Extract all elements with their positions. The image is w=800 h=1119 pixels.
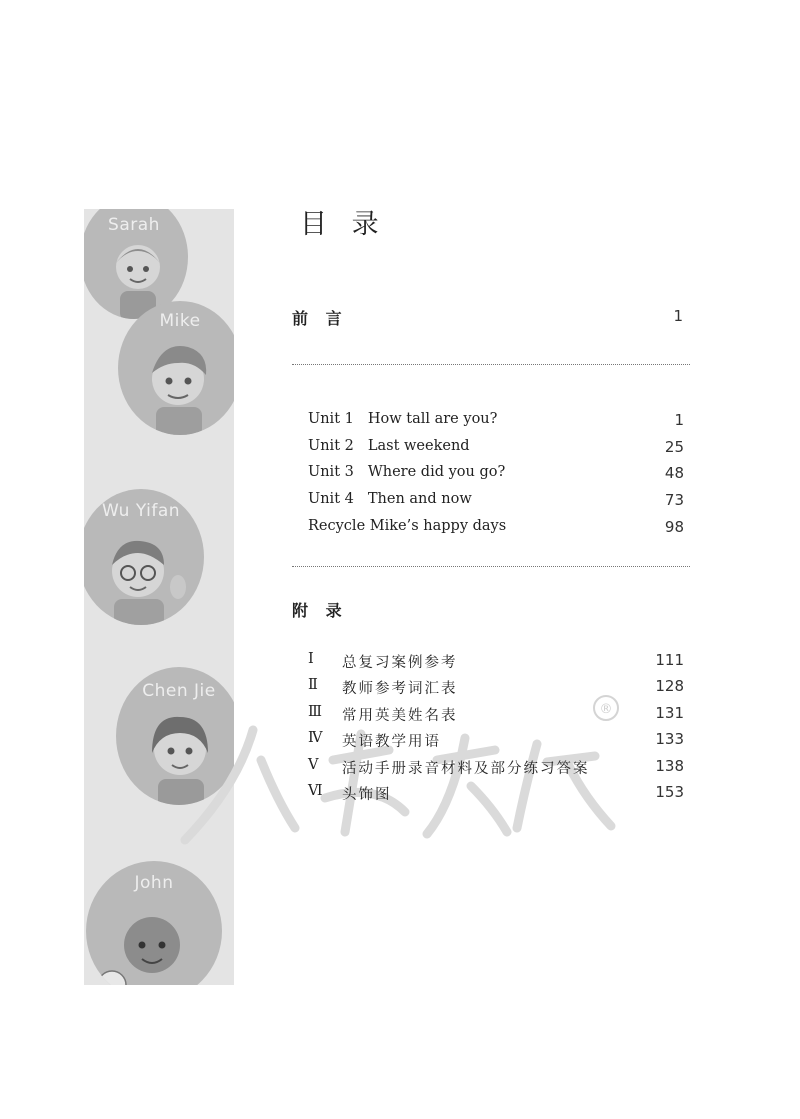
appendix-item-5[interactable] (308, 757, 684, 779)
character-name: Wu Yifan (101, 501, 181, 521)
appendix-title: 头饰图 (342, 787, 392, 803)
appendix-page: 153 (655, 783, 684, 801)
girl-illustration-icon (116, 667, 234, 805)
unit-title: How tall are you? (367, 411, 498, 427)
toc-unit-2[interactable] (308, 438, 684, 460)
appendix-numeral: Ⅲ (308, 704, 322, 720)
appendix-item-2[interactable] (308, 677, 684, 699)
appendix-title: 总复习案例参考 (342, 655, 458, 671)
page-title: 目 录 (300, 209, 387, 240)
toc-unit-3[interactable] (308, 464, 684, 486)
unit-page: 48 (664, 464, 684, 482)
boy-glasses-illustration-icon (84, 489, 204, 625)
dotted-divider (292, 566, 690, 567)
dotted-divider (292, 364, 690, 365)
appendix-page: 111 (655, 651, 684, 669)
unit-page: 1 (674, 411, 684, 429)
recycle-title: Recycle Mike’s happy days (308, 518, 507, 534)
appendix-numeral: Ⅴ (308, 757, 319, 773)
toc-unit-4[interactable] (308, 491, 684, 513)
appendix-numeral: Ⅱ (308, 677, 318, 693)
character-name: Mike (159, 311, 201, 331)
unit-label: Unit 2 (308, 438, 354, 454)
unit-title: Last weekend (367, 438, 470, 454)
unit-label: Unit 3 (308, 464, 354, 480)
unit-page: 73 (664, 491, 684, 509)
toc-recycle[interactable] (308, 518, 684, 540)
appendix-heading: 附 录 (292, 601, 348, 620)
character-strip (84, 209, 234, 985)
character-john (86, 861, 222, 985)
unit-title: Then and now (367, 491, 472, 507)
character-chen-jie (116, 667, 234, 805)
appendix-title: 常用英美姓名表 (342, 708, 458, 724)
appendix-title: 英语教学用语 (342, 734, 441, 750)
unit-title: Where did you go? (367, 464, 506, 480)
boy-illustration-icon (86, 861, 222, 985)
appendix-item-3[interactable] (308, 704, 684, 726)
appendix-title: 教师参考词汇表 (342, 681, 458, 697)
character-mike (118, 301, 234, 435)
unit-label: Unit 4 (308, 491, 354, 507)
preface-page: 1 (673, 307, 683, 325)
appendix-item-4[interactable] (308, 730, 684, 752)
appendix-page: 131 (655, 704, 684, 722)
appendix-page: 128 (655, 677, 684, 695)
toc-unit-1[interactable] (308, 411, 684, 433)
boy-illustration-icon (118, 301, 234, 435)
character-name: John (134, 873, 174, 893)
unit-label: Unit 1 (308, 411, 354, 427)
appendix-item-6[interactable] (308, 783, 684, 805)
appendix-item-1[interactable] (308, 651, 684, 673)
appendix-title: 活动手册录音材料及部分练习答案 (342, 761, 590, 777)
registered-mark: ® (599, 702, 613, 717)
unit-page: 25 (664, 438, 684, 456)
appendix-numeral: Ⅵ (308, 783, 323, 799)
appendix-numeral: Ⅳ (308, 730, 323, 746)
appendix-page: 133 (655, 730, 684, 748)
recycle-page: 98 (664, 518, 684, 536)
character-wu-yifan (84, 489, 204, 625)
preface-heading: 前 言 (292, 309, 348, 328)
appendix-numeral: Ⅰ (308, 651, 314, 667)
character-name: Chen Jie (142, 681, 216, 701)
appendix-page: 138 (655, 757, 684, 775)
character-name: Sarah (108, 215, 160, 235)
